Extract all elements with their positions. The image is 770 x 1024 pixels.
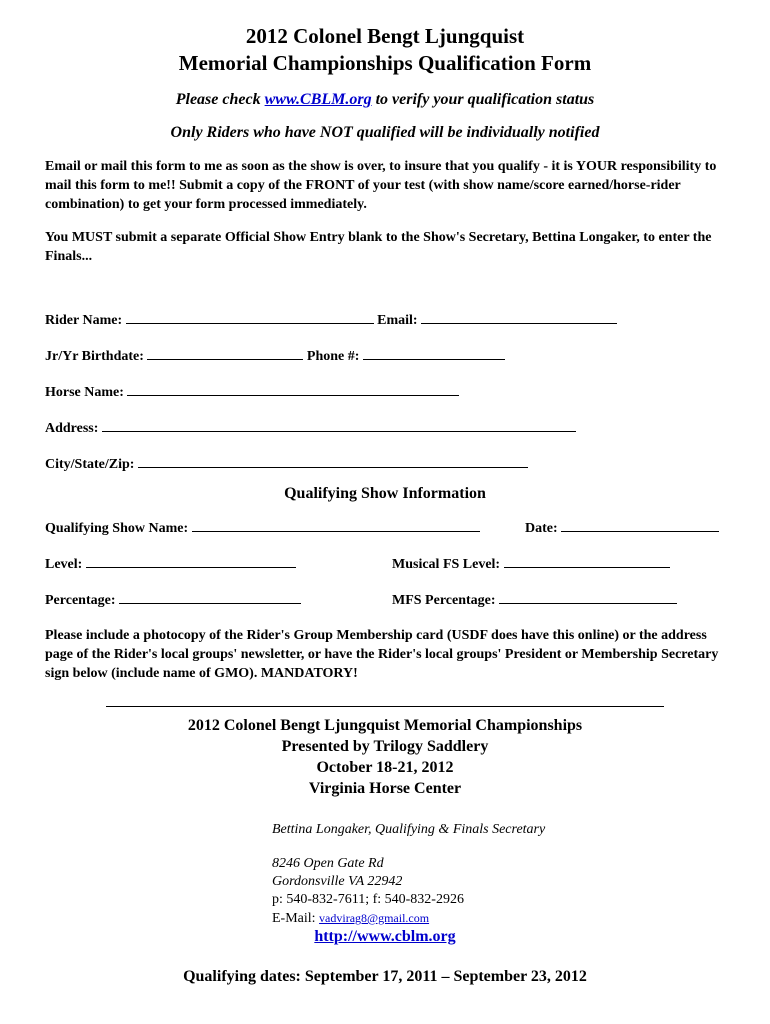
mfs-percentage-row [392, 591, 677, 609]
title-line-2: Memorial Championships Qualification Form [178, 51, 592, 75]
horse-label: Horse Name: [45, 385, 124, 400]
footer-line-2: Presented by Trilogy Saddlery [281, 738, 489, 755]
secretary-name: Bettina Longaker, Qualifying & Finals Secretary [272, 822, 546, 837]
phone-numbers: p: 540-832-7611; f: 540-832-2926 [272, 892, 464, 907]
phone-label: Phone #: [306, 349, 360, 364]
email-line [272, 909, 429, 928]
percentage-label: Percentage: [45, 593, 116, 608]
city-label: City/State/Zip: [45, 457, 135, 472]
horse-row [45, 383, 459, 401]
email-label: Email: [377, 313, 418, 328]
website-link[interactable]: http://www.cblm.org [314, 928, 456, 945]
signature-line[interactable] [106, 706, 664, 707]
email-line-label: E-Mail: [272, 911, 320, 926]
level-label: Level: [45, 557, 83, 572]
show-info-heading: Qualifying Show Information [284, 485, 486, 502]
show-name-row [45, 519, 480, 537]
address-label: Address: [45, 421, 99, 436]
phone-field[interactable] [363, 347, 505, 360]
date-row [525, 519, 719, 537]
mfs-percentage-label: MFS Percentage: [392, 593, 496, 608]
level-row [45, 555, 296, 573]
horse-field[interactable] [127, 383, 459, 396]
birthdate-field[interactable] [147, 347, 303, 360]
instructions-paragraph-2: You MUST submit a separate Official Show Entry blank to the Show's Secretary, Bettina Longaker, to enter the Finals... [45, 230, 712, 264]
instructions-paragraph-1: Email or mail this form to me as soon as the show is over, to insure that you qualify - it is YOUR responsibility to mail this form to me!! Submit a copy of the FRONT of your test (with show name/score earned/horse-rider combination) to get your form processed immediately. [45, 159, 717, 212]
mfs-level-label: Musical FS Level: [392, 557, 501, 572]
notice-line: Only Riders who have NOT qualified will be individually notified [170, 124, 600, 141]
website-line [0, 928, 770, 946]
address-row [45, 419, 576, 437]
rider-name-label: Rider Name: [45, 313, 123, 328]
city-row [45, 455, 528, 473]
date-label: Date: [525, 521, 558, 536]
date-field[interactable] [561, 519, 719, 532]
show-name-field[interactable] [192, 519, 480, 532]
mfs-percentage-field[interactable] [499, 591, 677, 604]
address-field[interactable] [102, 419, 576, 432]
title-line-1: 2012 Colonel Bengt Ljungquist [245, 24, 525, 48]
city-field[interactable] [138, 455, 528, 468]
rider-name-row [45, 311, 617, 329]
level-field[interactable] [86, 555, 296, 568]
cblm-link[interactable]: www.CBLM.org [264, 91, 372, 108]
percentage-row [45, 591, 301, 609]
email-link[interactable]: vadvirag8@gmail.com [319, 911, 430, 925]
street-address: 8246 Open Gate Rd [272, 856, 384, 871]
rider-name-field[interactable] [126, 311, 374, 324]
membership-note: Please include a photocopy of the Rider's Group Membership card (USDF does have this online) or the address page of the Rider's local groups' newsletter, or have the Rider's local groups' President or Membership Secretary sign below (include name of GMO). MANDATORY! [45, 628, 719, 681]
mfs-level-field[interactable] [504, 555, 670, 568]
footer-line-1: 2012 Colonel Bengt Ljungquist Memorial Championships [187, 717, 583, 734]
footer-line-3: October 18-21, 2012 [316, 759, 454, 776]
city-address: Gordonsville VA 22942 [272, 874, 403, 889]
percentage-field[interactable] [119, 591, 301, 604]
email-field[interactable] [421, 311, 617, 324]
footer-line-4: Virginia Horse Center [308, 780, 462, 797]
check-suffix: to verify your qualification status [371, 91, 595, 108]
mfs-level-row [392, 555, 670, 573]
show-name-label: Qualifying Show Name: [45, 521, 189, 536]
check-line [0, 91, 770, 109]
check-prefix: Please check [175, 91, 265, 108]
birthdate-row [45, 347, 505, 365]
birthdate-label: Jr/Yr Birthdate: [45, 349, 144, 364]
qualifying-dates: Qualifying dates: September 17, 2011 – September 23, 2012 [183, 968, 587, 985]
